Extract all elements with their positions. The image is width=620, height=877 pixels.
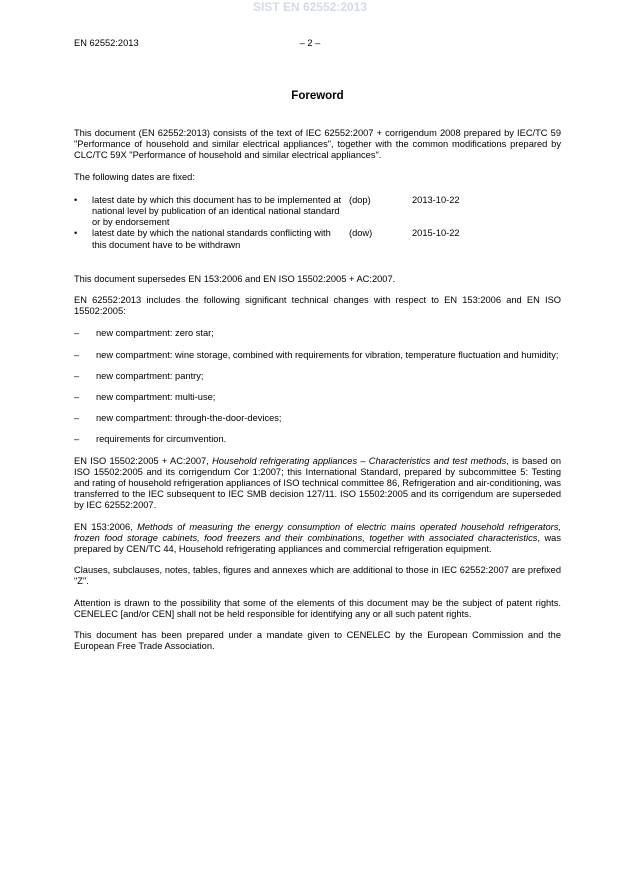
bullet-icon: • bbox=[74, 194, 78, 205]
en153-paragraph bbox=[74, 522, 561, 556]
date-row-dow bbox=[74, 228, 561, 250]
iso-prefix: EN ISO 15502:2005 + AC:2007, bbox=[74, 455, 213, 466]
dash-icon: – bbox=[74, 434, 80, 445]
date-row-date: 2015-10-22 bbox=[412, 228, 460, 239]
date-row-code: (dop) bbox=[349, 194, 371, 205]
list-item-text: new compartment: wine storage, combined with requirements for vibration, temperature fluctuation and humidity; bbox=[96, 349, 559, 360]
dash-icon: – bbox=[74, 328, 80, 339]
watermark: SIST EN 62552:2013 bbox=[252, 0, 368, 14]
header-doc-id: EN 62552:2013 bbox=[74, 38, 139, 48]
changes-intro: EN 62552:2013 includes the following significant technical changes with respect to EN 153:2006 and EN ISO 15502:2005: bbox=[74, 295, 561, 317]
list-item bbox=[74, 350, 561, 361]
list-item-text: new compartment: through-the-door-devices; bbox=[96, 413, 282, 424]
iso-title: Household refrigerating appliances – Characteristics and test methods bbox=[212, 455, 507, 466]
dash-icon: – bbox=[74, 413, 80, 424]
dates-intro: The following dates are fixed: bbox=[74, 171, 195, 182]
list-item-text: new compartment: zero star; bbox=[96, 328, 214, 339]
list-item bbox=[74, 392, 561, 403]
intro-paragraph: This document (EN 62552:2013) consists of the text of IEC 62552:2007 + corrigendum 2008 prepared by IEC/TC 59 "Performance of household and similar electrical appliances", together with the common modifications prepared by CLC/TC 59X "Performance of household and similar electrical appliances". bbox=[74, 128, 561, 161]
document-body bbox=[74, 128, 561, 663]
changes-list bbox=[74, 328, 561, 445]
list-item bbox=[74, 328, 561, 339]
en153-suffix: , was prepared by CEN/TC 44, Household refrigerating appliances and commercial refrigeration equipment. bbox=[74, 532, 561, 555]
list-item-text: new compartment: pantry; bbox=[96, 370, 204, 381]
date-row-date: 2013-10-22 bbox=[412, 194, 460, 205]
header-page-number: – 2 – bbox=[299, 38, 321, 48]
list-item bbox=[74, 434, 561, 445]
list-item bbox=[74, 413, 561, 424]
attention-paragraph: Attention is drawn to the possibility that some of the elements of this document may be the subject of patent rights. CENELEC [and/or CEN] shall not be held responsible for identifying any or all such patent rights. bbox=[74, 597, 561, 619]
dash-icon: – bbox=[74, 349, 80, 360]
iso-suffix: , is based on ISO 15502:2005 and its corrigendum Cor 1:2007; this International Standard, prepared by subcommittee 5: Testing and rating of household refrigeration appliances of ISO technical committee 86, Refrigeration and air-conditioning, was transferred to the IEC subsequent to IEC SMB decision 127/11. ISO 15502:2005 and its corrigendum are superseded by IEC 62552:2007. bbox=[74, 455, 561, 511]
bullet-icon: • bbox=[74, 228, 78, 239]
en153-prefix: EN 153:2006, bbox=[74, 521, 138, 532]
clauses-paragraph: Clauses, subclauses, notes, tables, figures and annexes which are additional to those in IEC 62552:2007 are prefixed "Z". bbox=[74, 565, 561, 587]
list-item-text: requirements for circumvention. bbox=[96, 434, 227, 445]
date-row-dop bbox=[74, 195, 561, 229]
date-row-text: latest date by which the national standards conflicting with this document have to be withdrawn bbox=[92, 228, 331, 250]
page-title: Foreword bbox=[291, 90, 344, 102]
en153-title: Methods of measuring the energy consumption of electric mains operated household refrigerators, frozen food storage cabinets, food freezers and their combinations, together with associated characteristics bbox=[74, 521, 561, 543]
supersedes-paragraph: This document supersedes EN 153:2006 and EN ISO 15502:2005 + AC:2007. bbox=[74, 273, 396, 284]
mandate-paragraph: This document has been prepared under a mandate given to CENELEC by the European Commission and the European Free Trade Association. bbox=[74, 630, 561, 652]
date-row-text: latest date by which this document has to be implemented at national level by publication of an identical national standard or by endorsement bbox=[92, 194, 342, 228]
dates-list bbox=[74, 195, 561, 251]
dash-icon: – bbox=[74, 392, 80, 403]
list-item bbox=[74, 371, 561, 382]
dash-icon: – bbox=[74, 370, 80, 381]
date-row-code: (dow) bbox=[349, 228, 373, 239]
iso-paragraph bbox=[74, 456, 561, 512]
list-item-text: new compartment: multi-use; bbox=[96, 392, 216, 403]
